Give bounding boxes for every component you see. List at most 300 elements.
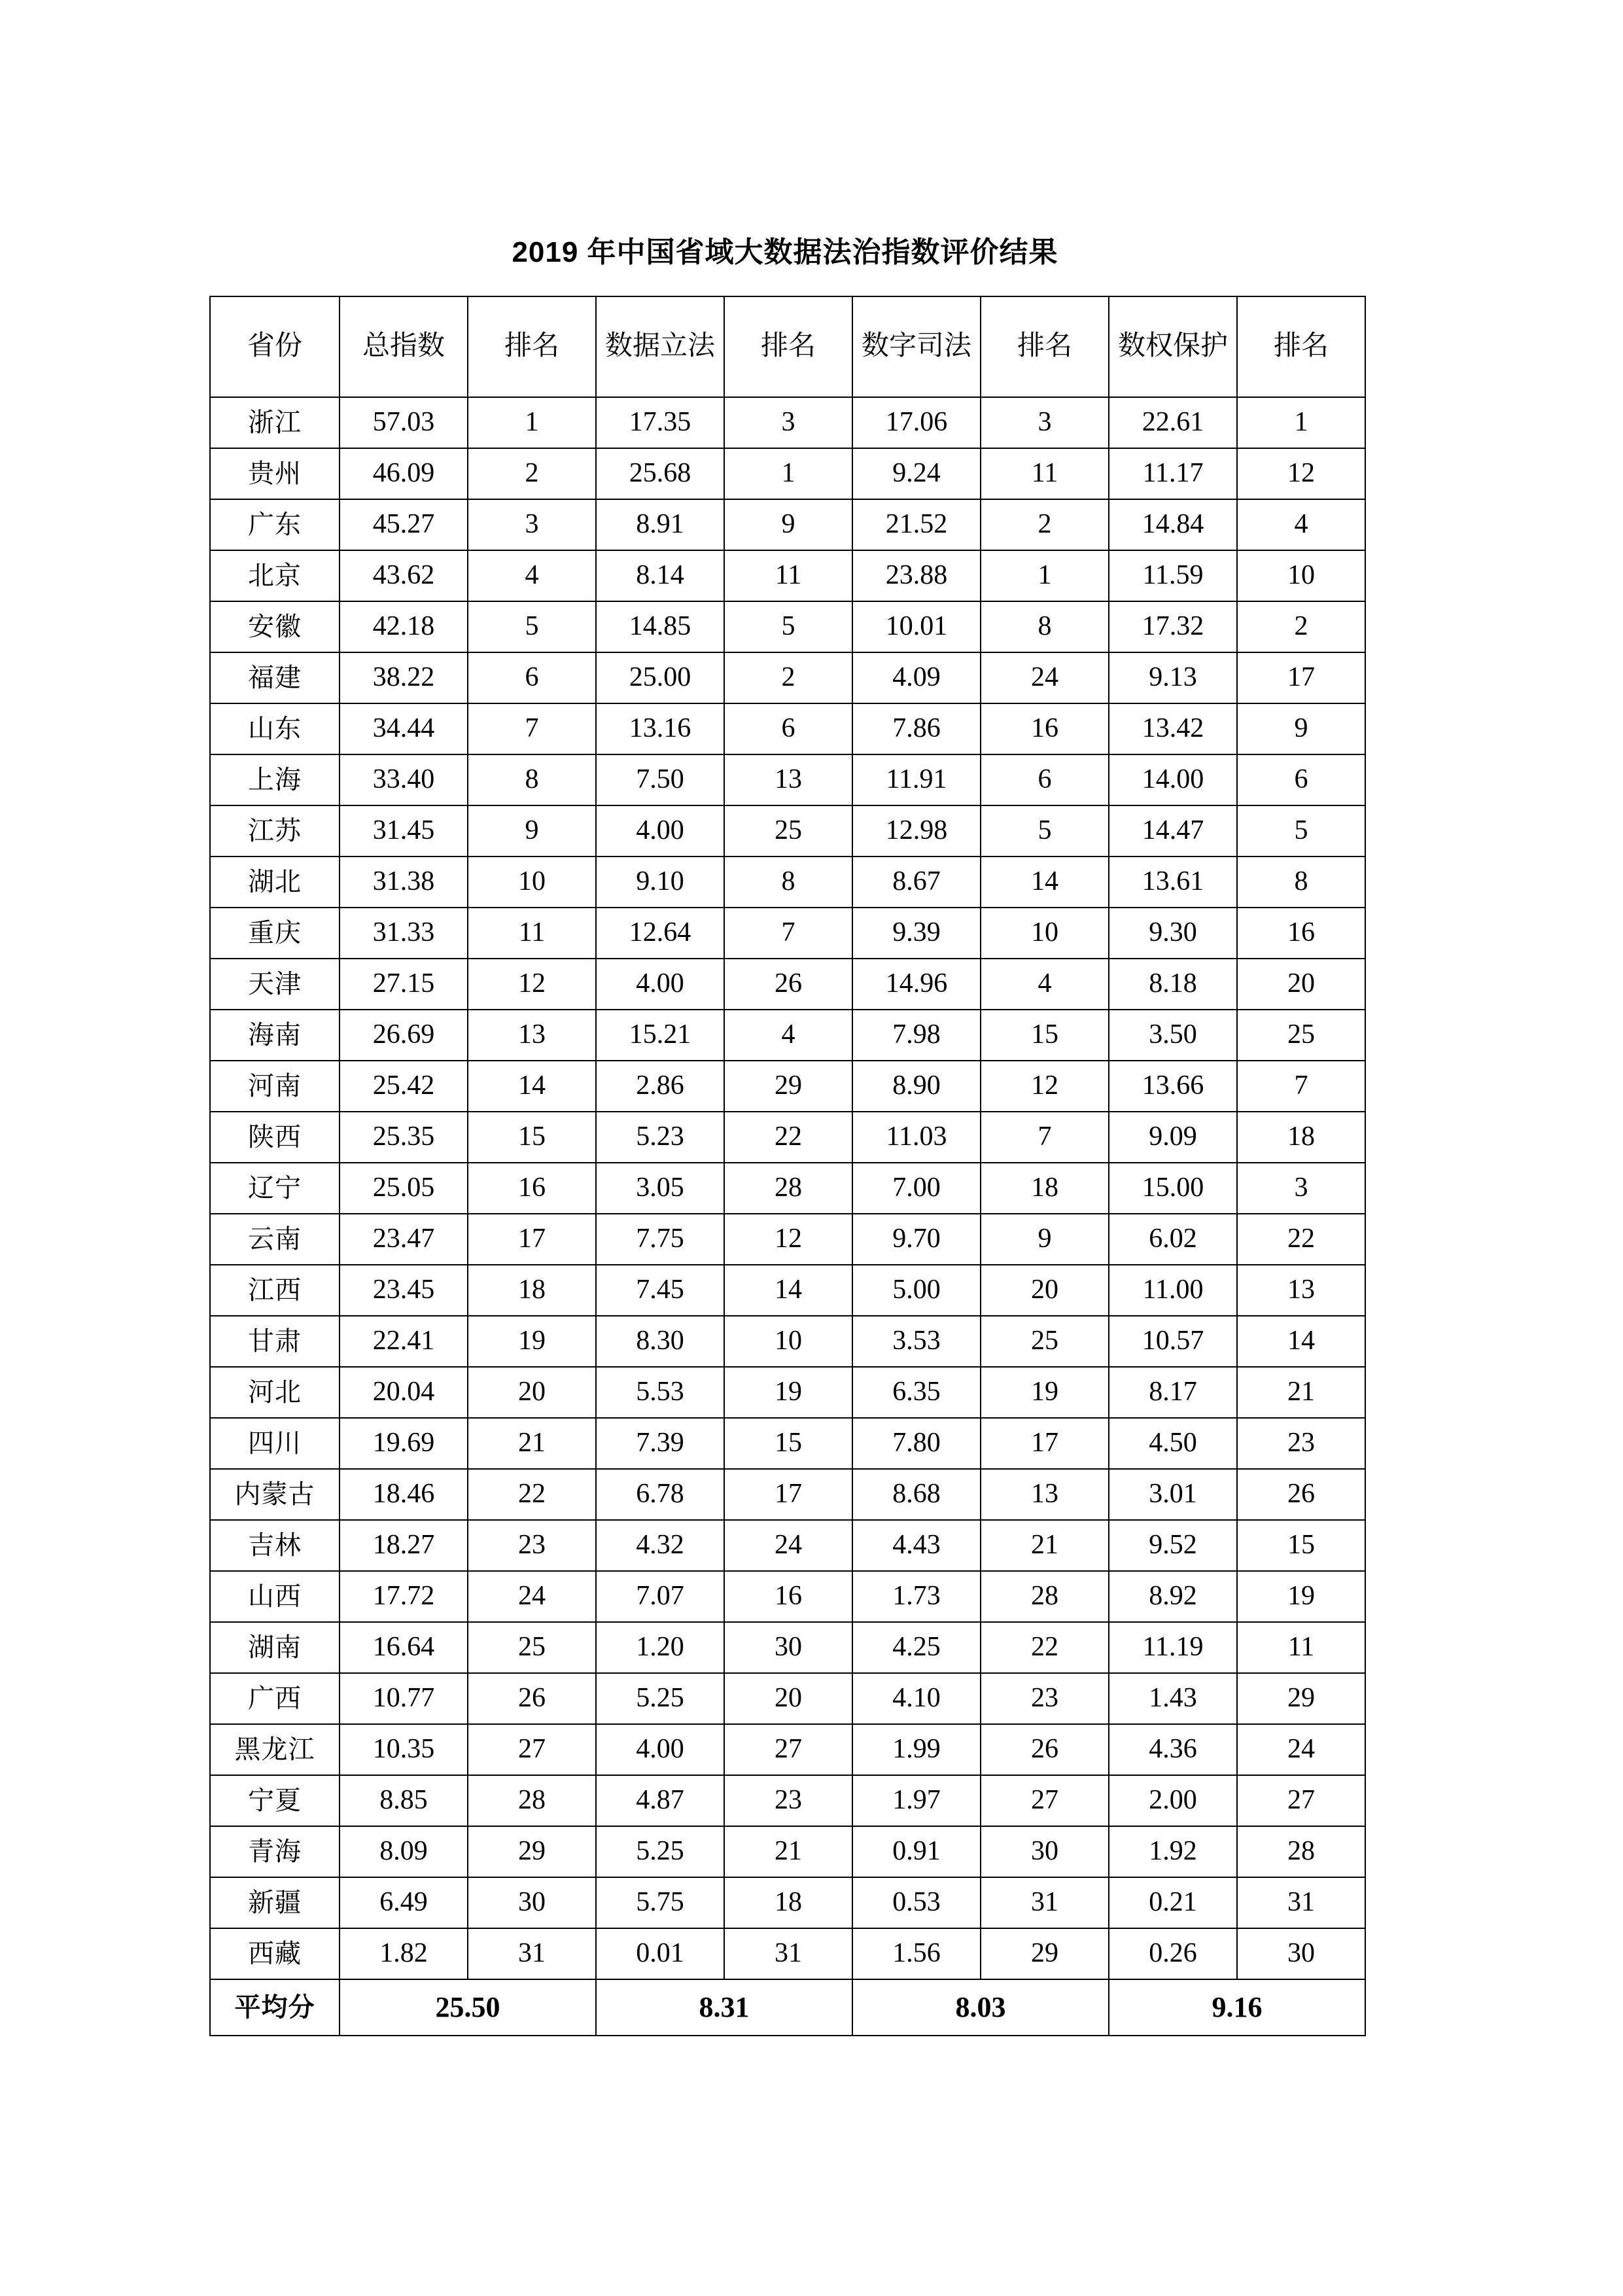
cell-legislation-rank: 3	[724, 397, 852, 448]
cell-data-rights: 8.17	[1109, 1367, 1237, 1418]
cell-justice-rank: 29	[981, 1928, 1109, 1979]
cell-data-legislation: 5.25	[596, 1826, 724, 1877]
cell-total-rank: 12	[468, 959, 596, 1010]
cell-data-legislation: 7.50	[596, 754, 724, 805]
cell-legislation-rank: 13	[724, 754, 852, 805]
cell-digital-justice: 10.01	[852, 601, 981, 652]
cell-rights-rank: 29	[1237, 1673, 1365, 1724]
cell-total-index: 16.64	[340, 1622, 468, 1673]
cell-rights-rank: 7	[1237, 1061, 1365, 1112]
cell-justice-rank: 28	[981, 1571, 1109, 1622]
cell-legislation-rank: 9	[724, 499, 852, 550]
cell-digital-justice: 3.53	[852, 1316, 981, 1367]
cell-rights-rank: 28	[1237, 1826, 1365, 1877]
table-row	[210, 959, 1365, 1010]
cell-data-legislation: 15.21	[596, 1010, 724, 1061]
cell-justice-rank: 15	[981, 1010, 1109, 1061]
cell-total-rank: 29	[468, 1826, 596, 1877]
cell-province: 新疆	[210, 1877, 340, 1928]
cell-province: 内蒙古	[210, 1469, 340, 1520]
cell-justice-rank: 8	[981, 601, 1109, 652]
cell-digital-justice: 4.09	[852, 652, 981, 703]
cell-data-legislation: 7.39	[596, 1418, 724, 1469]
cell-legislation-rank: 24	[724, 1520, 852, 1571]
column-header-data-legislation: 数据立法	[596, 296, 724, 397]
cell-digital-justice: 4.10	[852, 1673, 981, 1724]
cell-province: 天津	[210, 959, 340, 1010]
cell-data-legislation: 4.32	[596, 1520, 724, 1571]
cell-data-rights: 4.36	[1109, 1724, 1237, 1775]
cell-data-rights: 0.21	[1109, 1877, 1237, 1928]
cell-justice-rank: 6	[981, 754, 1109, 805]
cell-province: 广西	[210, 1673, 340, 1724]
cell-data-rights: 6.02	[1109, 1214, 1237, 1265]
cell-digital-justice: 12.98	[852, 805, 981, 857]
cell-digital-justice: 9.24	[852, 448, 981, 499]
cell-data-rights: 13.61	[1109, 857, 1237, 908]
cell-province: 北京	[210, 550, 340, 601]
cell-data-rights: 11.17	[1109, 448, 1237, 499]
cell-digital-justice: 9.39	[852, 908, 981, 959]
table-row	[210, 1571, 1365, 1622]
cell-total-rank: 22	[468, 1469, 596, 1520]
cell-legislation-rank: 20	[724, 1673, 852, 1724]
cell-legislation-rank: 17	[724, 1469, 852, 1520]
cell-justice-rank: 24	[981, 652, 1109, 703]
cell-justice-rank: 10	[981, 908, 1109, 959]
column-header-total-index: 总指数	[340, 296, 468, 397]
cell-province: 陕西	[210, 1112, 340, 1163]
cell-legislation-rank: 4	[724, 1010, 852, 1061]
cell-total-index: 18.46	[340, 1469, 468, 1520]
cell-rights-rank: 14	[1237, 1316, 1365, 1367]
cell-legislation-rank: 12	[724, 1214, 852, 1265]
cell-digital-justice: 7.98	[852, 1010, 981, 1061]
cell-justice-rank: 16	[981, 703, 1109, 754]
cell-digital-justice: 8.67	[852, 857, 981, 908]
cell-rights-rank: 3	[1237, 1163, 1365, 1214]
cell-total-rank: 19	[468, 1316, 596, 1367]
cell-data-rights: 8.92	[1109, 1571, 1237, 1622]
table-row	[210, 805, 1365, 857]
cell-data-legislation: 8.91	[596, 499, 724, 550]
cell-legislation-rank: 25	[724, 805, 852, 857]
cell-total-rank: 26	[468, 1673, 596, 1724]
table-row	[210, 857, 1365, 908]
cell-rights-rank: 17	[1237, 652, 1365, 703]
cell-digital-justice: 1.99	[852, 1724, 981, 1775]
cell-total-index: 57.03	[340, 397, 468, 448]
cell-province: 云南	[210, 1214, 340, 1265]
cell-province: 福建	[210, 652, 340, 703]
cell-total-index: 1.82	[340, 1928, 468, 1979]
cell-data-rights: 15.00	[1109, 1163, 1237, 1214]
cell-total-index: 46.09	[340, 448, 468, 499]
cell-total-index: 8.09	[340, 1826, 468, 1877]
cell-justice-rank: 3	[981, 397, 1109, 448]
cell-legislation-rank: 18	[724, 1877, 852, 1928]
cell-data-legislation: 7.07	[596, 1571, 724, 1622]
cell-rights-rank: 10	[1237, 550, 1365, 601]
cell-province: 重庆	[210, 908, 340, 959]
cell-total-rank: 13	[468, 1010, 596, 1061]
cell-total-rank: 15	[468, 1112, 596, 1163]
table-row	[210, 1673, 1365, 1724]
cell-legislation-rank: 11	[724, 550, 852, 601]
average-label: 平均分	[210, 1979, 340, 2036]
average-digital-justice: 8.03	[852, 1979, 1109, 2036]
cell-data-rights: 4.50	[1109, 1418, 1237, 1469]
cell-data-legislation: 25.68	[596, 448, 724, 499]
cell-digital-justice: 8.90	[852, 1061, 981, 1112]
cell-rights-rank: 13	[1237, 1265, 1365, 1316]
cell-rights-rank: 9	[1237, 703, 1365, 754]
column-header-digital-justice: 数字司法	[852, 296, 981, 397]
cell-rights-rank: 27	[1237, 1775, 1365, 1826]
cell-justice-rank: 31	[981, 1877, 1109, 1928]
cell-data-rights: 9.52	[1109, 1520, 1237, 1571]
cell-total-index: 23.45	[340, 1265, 468, 1316]
cell-rights-rank: 2	[1237, 601, 1365, 652]
cell-total-rank: 25	[468, 1622, 596, 1673]
cell-total-rank: 2	[468, 448, 596, 499]
cell-total-rank: 31	[468, 1928, 596, 1979]
cell-total-rank: 6	[468, 652, 596, 703]
table-row	[210, 652, 1365, 703]
cell-data-rights: 17.32	[1109, 601, 1237, 652]
cell-total-index: 45.27	[340, 499, 468, 550]
cell-total-index: 18.27	[340, 1520, 468, 1571]
cell-data-legislation: 4.00	[596, 959, 724, 1010]
cell-total-rank: 8	[468, 754, 596, 805]
table-row	[210, 1163, 1365, 1214]
cell-rights-rank: 25	[1237, 1010, 1365, 1061]
cell-data-rights: 2.00	[1109, 1775, 1237, 1826]
cell-legislation-rank: 29	[724, 1061, 852, 1112]
cell-data-rights: 10.57	[1109, 1316, 1237, 1367]
page-title: 2019 年中国省域大数据法治指数评价结果	[512, 236, 1058, 268]
cell-total-index: 23.47	[340, 1214, 468, 1265]
cell-justice-rank: 26	[981, 1724, 1109, 1775]
cell-rights-rank: 19	[1237, 1571, 1365, 1622]
cell-total-rank: 18	[468, 1265, 596, 1316]
cell-data-rights: 11.19	[1109, 1622, 1237, 1673]
cell-total-rank: 7	[468, 703, 596, 754]
cell-justice-rank: 18	[981, 1163, 1109, 1214]
cell-legislation-rank: 26	[724, 959, 852, 1010]
cell-total-rank: 20	[468, 1367, 596, 1418]
cell-data-rights: 11.59	[1109, 550, 1237, 601]
cell-data-legislation: 25.00	[596, 652, 724, 703]
cell-total-index: 19.69	[340, 1418, 468, 1469]
average-total-index: 25.50	[340, 1979, 596, 2036]
cell-total-rank: 3	[468, 499, 596, 550]
table-row	[210, 1520, 1365, 1571]
cell-justice-rank: 30	[981, 1826, 1109, 1877]
index-table	[209, 296, 1366, 2036]
cell-data-rights: 1.43	[1109, 1673, 1237, 1724]
header-row	[210, 296, 1365, 397]
index-table-container	[209, 296, 1361, 2036]
cell-digital-justice: 5.00	[852, 1265, 981, 1316]
cell-justice-rank: 21	[981, 1520, 1109, 1571]
cell-digital-justice: 6.35	[852, 1367, 981, 1418]
cell-province: 浙江	[210, 397, 340, 448]
cell-legislation-rank: 5	[724, 601, 852, 652]
cell-data-legislation: 14.85	[596, 601, 724, 652]
cell-digital-justice: 7.00	[852, 1163, 981, 1214]
cell-province: 江西	[210, 1265, 340, 1316]
cell-province: 青海	[210, 1826, 340, 1877]
cell-province: 湖南	[210, 1622, 340, 1673]
cell-rights-rank: 23	[1237, 1418, 1365, 1469]
table-row	[210, 1265, 1365, 1316]
column-header-rank-legislation: 排名	[724, 296, 852, 397]
cell-province: 河北	[210, 1367, 340, 1418]
column-header-data-rights: 数权保护	[1109, 296, 1237, 397]
cell-justice-rank: 2	[981, 499, 1109, 550]
cell-digital-justice: 1.56	[852, 1928, 981, 1979]
cell-data-legislation: 4.00	[596, 1724, 724, 1775]
cell-digital-justice: 0.53	[852, 1877, 981, 1928]
average-data-legislation: 8.31	[596, 1979, 852, 2036]
cell-data-legislation: 9.10	[596, 857, 724, 908]
cell-data-legislation: 1.20	[596, 1622, 724, 1673]
cell-digital-justice: 21.52	[852, 499, 981, 550]
cell-total-index: 43.62	[340, 550, 468, 601]
cell-justice-rank: 11	[981, 448, 1109, 499]
cell-legislation-rank: 31	[724, 1928, 852, 1979]
cell-legislation-rank: 21	[724, 1826, 852, 1877]
cell-rights-rank: 6	[1237, 754, 1365, 805]
cell-data-legislation: 6.78	[596, 1469, 724, 1520]
cell-rights-rank: 12	[1237, 448, 1365, 499]
cell-legislation-rank: 15	[724, 1418, 852, 1469]
cell-total-rank: 4	[468, 550, 596, 601]
cell-digital-justice: 0.91	[852, 1826, 981, 1877]
cell-digital-justice: 7.80	[852, 1418, 981, 1469]
table-row	[210, 1724, 1365, 1775]
cell-total-index: 10.35	[340, 1724, 468, 1775]
cell-rights-rank: 22	[1237, 1214, 1365, 1265]
cell-total-rank: 1	[468, 397, 596, 448]
cell-data-legislation: 8.14	[596, 550, 724, 601]
cell-province: 四川	[210, 1418, 340, 1469]
cell-rights-rank: 26	[1237, 1469, 1365, 1520]
cell-province: 湖北	[210, 857, 340, 908]
cell-data-legislation: 8.30	[596, 1316, 724, 1367]
cell-legislation-rank: 10	[724, 1316, 852, 1367]
table-row	[210, 1367, 1365, 1418]
column-header-rank-justice: 排名	[981, 296, 1109, 397]
cell-total-rank: 27	[468, 1724, 596, 1775]
cell-province: 山东	[210, 703, 340, 754]
cell-province: 上海	[210, 754, 340, 805]
cell-rights-rank: 5	[1237, 805, 1365, 857]
cell-legislation-rank: 19	[724, 1367, 852, 1418]
cell-total-index: 22.41	[340, 1316, 468, 1367]
cell-data-rights: 0.26	[1109, 1928, 1237, 1979]
cell-digital-justice: 4.25	[852, 1622, 981, 1673]
cell-data-rights: 14.00	[1109, 754, 1237, 805]
cell-total-rank: 16	[468, 1163, 596, 1214]
cell-justice-rank: 25	[981, 1316, 1109, 1367]
cell-rights-rank: 1	[1237, 397, 1365, 448]
cell-justice-rank: 19	[981, 1367, 1109, 1418]
table-row	[210, 499, 1365, 550]
cell-total-rank: 21	[468, 1418, 596, 1469]
cell-legislation-rank: 23	[724, 1775, 852, 1826]
cell-digital-justice: 23.88	[852, 550, 981, 601]
cell-data-rights: 9.09	[1109, 1112, 1237, 1163]
cell-justice-rank: 23	[981, 1673, 1109, 1724]
cell-province: 江苏	[210, 805, 340, 857]
cell-digital-justice: 1.97	[852, 1775, 981, 1826]
cell-data-rights: 14.84	[1109, 499, 1237, 550]
cell-province: 黑龙江	[210, 1724, 340, 1775]
cell-total-index: 34.44	[340, 703, 468, 754]
cell-total-index: 25.42	[340, 1061, 468, 1112]
column-header-rank-total: 排名	[468, 296, 596, 397]
cell-data-legislation: 2.86	[596, 1061, 724, 1112]
cell-legislation-rank: 16	[724, 1571, 852, 1622]
cell-province: 贵州	[210, 448, 340, 499]
cell-justice-rank: 22	[981, 1622, 1109, 1673]
cell-data-rights: 9.13	[1109, 652, 1237, 703]
cell-legislation-rank: 6	[724, 703, 852, 754]
cell-data-rights: 13.42	[1109, 703, 1237, 754]
cell-rights-rank: 20	[1237, 959, 1365, 1010]
cell-province: 河南	[210, 1061, 340, 1112]
cell-data-rights: 14.47	[1109, 805, 1237, 857]
cell-total-index: 10.77	[340, 1673, 468, 1724]
cell-total-index: 17.72	[340, 1571, 468, 1622]
column-header-rank-rights: 排名	[1237, 296, 1365, 397]
average-row	[210, 1979, 1365, 2036]
cell-justice-rank: 27	[981, 1775, 1109, 1826]
cell-justice-rank: 1	[981, 550, 1109, 601]
cell-data-legislation: 7.45	[596, 1265, 724, 1316]
cell-total-rank: 23	[468, 1520, 596, 1571]
cell-province: 甘肃	[210, 1316, 340, 1367]
cell-justice-rank: 20	[981, 1265, 1109, 1316]
cell-data-legislation: 17.35	[596, 397, 724, 448]
cell-province: 西藏	[210, 1928, 340, 1979]
table-row	[210, 1214, 1365, 1265]
cell-rights-rank: 18	[1237, 1112, 1365, 1163]
cell-data-rights: 9.30	[1109, 908, 1237, 959]
cell-justice-rank: 9	[981, 1214, 1109, 1265]
cell-total-index: 27.15	[340, 959, 468, 1010]
cell-data-rights: 3.50	[1109, 1010, 1237, 1061]
cell-legislation-rank: 30	[724, 1622, 852, 1673]
table-row	[210, 1775, 1365, 1826]
cell-data-legislation: 4.87	[596, 1775, 724, 1826]
table-row	[210, 703, 1365, 754]
table-row	[210, 550, 1365, 601]
cell-justice-rank: 13	[981, 1469, 1109, 1520]
table-row	[210, 601, 1365, 652]
cell-digital-justice: 9.70	[852, 1214, 981, 1265]
cell-total-rank: 5	[468, 601, 596, 652]
cell-total-rank: 30	[468, 1877, 596, 1928]
cell-total-rank: 11	[468, 908, 596, 959]
cell-total-index: 8.85	[340, 1775, 468, 1826]
cell-data-legislation: 5.23	[596, 1112, 724, 1163]
cell-digital-justice: 14.96	[852, 959, 981, 1010]
cell-digital-justice: 1.73	[852, 1571, 981, 1622]
cell-total-rank: 24	[468, 1571, 596, 1622]
cell-total-rank: 17	[468, 1214, 596, 1265]
cell-legislation-rank: 7	[724, 908, 852, 959]
cell-digital-justice: 7.86	[852, 703, 981, 754]
cell-data-legislation: 12.64	[596, 908, 724, 959]
cell-rights-rank: 21	[1237, 1367, 1365, 1418]
cell-data-legislation: 7.75	[596, 1214, 724, 1265]
cell-total-index: 26.69	[340, 1010, 468, 1061]
cell-total-rank: 28	[468, 1775, 596, 1826]
cell-rights-rank: 8	[1237, 857, 1365, 908]
cell-total-index: 31.45	[340, 805, 468, 857]
cell-data-legislation: 4.00	[596, 805, 724, 857]
table-row	[210, 908, 1365, 959]
cell-digital-justice: 8.68	[852, 1469, 981, 1520]
cell-justice-rank: 5	[981, 805, 1109, 857]
cell-total-index: 33.40	[340, 754, 468, 805]
table-row	[210, 754, 1365, 805]
cell-rights-rank: 16	[1237, 908, 1365, 959]
cell-rights-rank: 15	[1237, 1520, 1365, 1571]
cell-rights-rank: 24	[1237, 1724, 1365, 1775]
table-row	[210, 1316, 1365, 1367]
cell-data-legislation: 5.53	[596, 1367, 724, 1418]
cell-justice-rank: 4	[981, 959, 1109, 1010]
table-row	[210, 397, 1365, 448]
cell-total-index: 38.22	[340, 652, 468, 703]
cell-justice-rank: 17	[981, 1418, 1109, 1469]
cell-total-index: 31.38	[340, 857, 468, 908]
table-row	[210, 448, 1365, 499]
table-row	[210, 1061, 1365, 1112]
cell-data-rights: 1.92	[1109, 1826, 1237, 1877]
cell-legislation-rank: 27	[724, 1724, 852, 1775]
cell-data-rights: 8.18	[1109, 959, 1237, 1010]
table-row	[210, 1010, 1365, 1061]
cell-legislation-rank: 1	[724, 448, 852, 499]
table-row	[210, 1469, 1365, 1520]
average-data-rights: 9.16	[1109, 1979, 1365, 2036]
table-row	[210, 1928, 1365, 1979]
cell-justice-rank: 14	[981, 857, 1109, 908]
cell-digital-justice: 17.06	[852, 397, 981, 448]
table-body	[210, 397, 1365, 2036]
table-row	[210, 1877, 1365, 1928]
cell-province: 吉林	[210, 1520, 340, 1571]
cell-total-index: 42.18	[340, 601, 468, 652]
cell-legislation-rank: 8	[724, 857, 852, 908]
cell-data-legislation: 0.01	[596, 1928, 724, 1979]
cell-data-rights: 22.61	[1109, 397, 1237, 448]
cell-data-rights: 13.66	[1109, 1061, 1237, 1112]
column-header-province: 省份	[210, 296, 340, 397]
cell-province: 辽宁	[210, 1163, 340, 1214]
cell-rights-rank: 30	[1237, 1928, 1365, 1979]
cell-digital-justice: 4.43	[852, 1520, 981, 1571]
cell-legislation-rank: 2	[724, 652, 852, 703]
cell-justice-rank: 7	[981, 1112, 1109, 1163]
cell-legislation-rank: 28	[724, 1163, 852, 1214]
cell-legislation-rank: 14	[724, 1265, 852, 1316]
